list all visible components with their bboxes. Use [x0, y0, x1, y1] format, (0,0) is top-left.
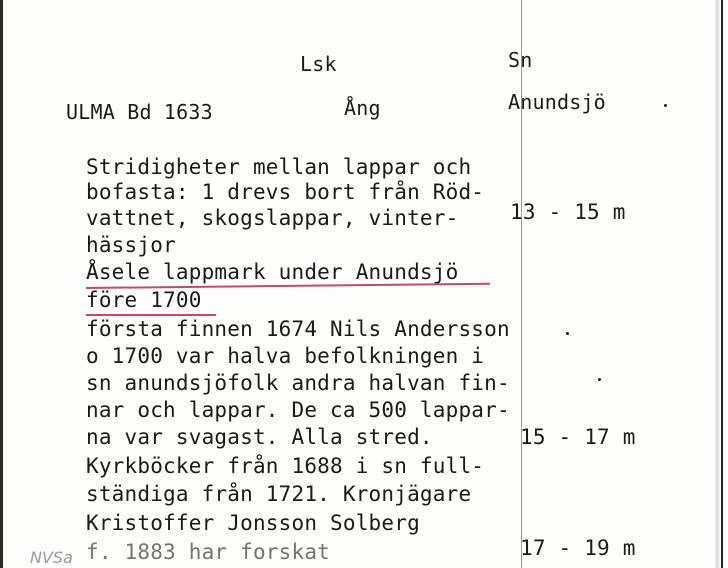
stray-dot — [598, 378, 601, 381]
margin-note: 15 - 17 m — [520, 425, 636, 449]
lsk-value: Ång — [344, 96, 381, 120]
sn-label: Sn — [508, 48, 533, 72]
margin-note: 17 - 19 m — [520, 536, 636, 560]
card-left-edge — [0, 0, 3, 568]
text-line: Kristoffer Jonsson Solberg — [86, 511, 420, 535]
text-line: vattnet, skogslappar, vinter- — [86, 206, 459, 230]
text-line: f. 1883 har forskat — [86, 540, 331, 564]
text-line: nar och lappar. De ca 500 lappar- — [86, 398, 510, 422]
text-line: sn anundsjöfolk andra halvan fin- — [86, 371, 510, 395]
column-divider-line — [521, 0, 522, 568]
margin-note: 13 - 15 m — [510, 200, 626, 224]
stray-dot — [664, 104, 667, 107]
text-line: ständiga från 1721. Kronjägare — [86, 482, 472, 506]
red-underline — [86, 314, 216, 316]
text-line: hässjor — [86, 233, 176, 257]
text-line-underlined: Åsele lappmark under Anundsjö — [86, 260, 459, 284]
text-line: Stridigheter mellan lappar och — [86, 155, 472, 179]
stray-dot — [566, 332, 569, 335]
corner-mark: NVSa — [30, 548, 73, 567]
card-right-edge-line — [721, 0, 723, 568]
text-line: na var svagast. Alla stred. — [86, 425, 433, 449]
text-line-underlined: före 1700 — [86, 288, 202, 312]
text-line: bofasta: 1 drevs bort från Röd- — [86, 180, 485, 204]
sn-value: Anundsjö — [508, 90, 606, 114]
text-line: första finnen 1674 Nils Andersson — [86, 317, 510, 341]
source-reference: ULMA Bd 1633 — [66, 100, 213, 124]
text-line: o 1700 var halva befolkningen i — [86, 344, 485, 368]
lsk-label: Lsk — [300, 52, 337, 76]
text-line: Kyrkböcker från 1688 i sn full- — [86, 454, 485, 478]
